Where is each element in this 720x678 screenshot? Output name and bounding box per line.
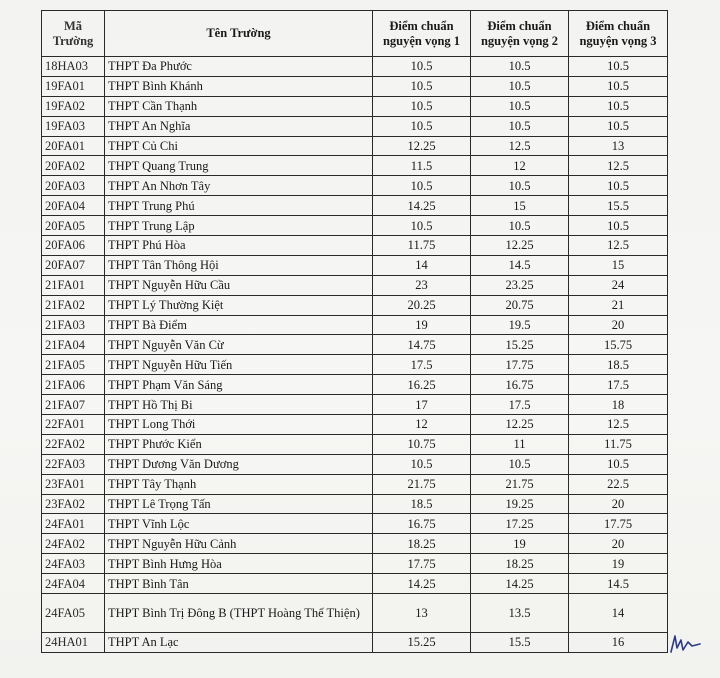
score-nv2-cell: 17.75 [471,355,569,375]
score-nv3-cell: 22.5 [569,474,668,494]
score-nv2-cell: 10.5 [471,96,569,116]
score-nv3-cell: 10.5 [569,96,668,116]
score-nv1-cell: 17.75 [373,554,471,574]
school-code-cell: 22FA01 [42,415,105,435]
school-name-cell: THPT Củ Chi [105,136,373,156]
score-nv3-cell: 12.5 [569,415,668,435]
score-nv2-cell: 15.5 [471,633,569,653]
school-name-cell: THPT Bình Khánh [105,76,373,96]
score-nv1-cell: 20.25 [373,295,471,315]
score-nv3-cell: 18.5 [569,355,668,375]
table-row [42,295,668,315]
school-code-cell: 22FA03 [42,454,105,474]
table-row [42,355,668,375]
score-nv1-cell: 10.5 [373,454,471,474]
school-code-cell: 19FA03 [42,116,105,136]
school-code-cell: 21FA04 [42,335,105,355]
score-nv1-cell: 11.5 [373,156,471,176]
score-nv3-cell: 15 [569,255,668,275]
score-nv2-cell: 10.5 [471,216,569,236]
admission-scores-table [41,10,668,653]
score-nv1-cell: 12.25 [373,136,471,156]
score-nv1-cell: 17 [373,395,471,415]
header-school-code: Mã Trường [42,11,105,57]
score-nv3-cell: 14 [569,594,668,633]
school-code-cell: 24FA05 [42,594,105,633]
score-nv1-cell: 10.5 [373,57,471,77]
score-nv1-cell: 14.75 [373,335,471,355]
table-row [42,156,668,176]
score-nv3-cell: 10.5 [569,57,668,77]
score-nv2-cell: 15.25 [471,335,569,355]
score-nv3-cell: 24 [569,275,668,295]
school-name-cell: THPT Lê Trọng Tấn [105,494,373,514]
score-nv1-cell: 18.5 [373,494,471,514]
score-nv2-cell: 10.5 [471,57,569,77]
header-school-name: Tên Trường [105,11,373,57]
score-nv1-cell: 10.5 [373,216,471,236]
score-nv1-cell: 14 [373,255,471,275]
score-nv3-cell: 12.5 [569,156,668,176]
school-code-cell: 21FA02 [42,295,105,315]
school-name-cell: THPT An Nhơn Tây [105,176,373,196]
school-name-cell: THPT An Nghĩa [105,116,373,136]
table-row [42,335,668,355]
school-code-cell: 22FA02 [42,434,105,454]
table-row [42,594,668,633]
signature-mark [668,630,704,656]
table-row [42,434,668,454]
score-nv2-cell: 12.25 [471,415,569,435]
score-nv2-cell: 11 [471,434,569,454]
school-code-cell: 20FA01 [42,136,105,156]
table-row [42,474,668,494]
score-nv1-cell: 10.5 [373,96,471,116]
school-code-cell: 21FA07 [42,395,105,415]
table-row [42,176,668,196]
school-code-cell: 20FA06 [42,236,105,256]
school-code-cell: 21FA05 [42,355,105,375]
score-nv3-cell: 16 [569,633,668,653]
table-row [42,375,668,395]
score-nv1-cell: 10.75 [373,434,471,454]
header-score-nv3: Điểm chuẩn nguyện vọng 3 [569,11,668,57]
school-name-cell: THPT Bình Trị Đông B (THPT Hoàng Thế Thiện) [105,594,373,633]
school-name-cell: THPT Trung Lập [105,216,373,236]
score-nv2-cell: 20.75 [471,295,569,315]
school-name-cell: THPT Lý Thường Kiệt [105,295,373,315]
score-nv1-cell: 14.25 [373,196,471,216]
score-nv1-cell: 10.5 [373,116,471,136]
score-nv3-cell: 21 [569,295,668,315]
school-code-cell: 20FA02 [42,156,105,176]
table-row [42,454,668,474]
score-nv1-cell: 13 [373,594,471,633]
score-nv2-cell: 10.5 [471,454,569,474]
school-code-cell: 18HA03 [42,57,105,77]
score-nv1-cell: 12 [373,415,471,435]
score-nv2-cell: 16.75 [471,375,569,395]
school-name-cell: THPT Trung Phú [105,196,373,216]
score-nv3-cell: 17.5 [569,375,668,395]
score-nv1-cell: 21.75 [373,474,471,494]
score-nv2-cell: 19.25 [471,494,569,514]
school-code-cell: 24FA04 [42,574,105,594]
score-nv2-cell: 10.5 [471,176,569,196]
school-code-cell: 20FA07 [42,255,105,275]
score-nv3-cell: 11.75 [569,434,668,454]
school-name-cell: THPT Nguyễn Hữu Cầu [105,275,373,295]
score-nv1-cell: 10.5 [373,76,471,96]
table-row [42,315,668,335]
score-nv1-cell: 18.25 [373,534,471,554]
score-nv2-cell: 17.5 [471,395,569,415]
score-nv2-cell: 18.25 [471,554,569,574]
score-nv1-cell: 14.25 [373,574,471,594]
score-nv2-cell: 10.5 [471,116,569,136]
school-name-cell: THPT Phước Kiển [105,434,373,454]
table-row [42,57,668,77]
school-code-cell: 23FA02 [42,494,105,514]
score-nv1-cell: 17.5 [373,355,471,375]
table-row [42,136,668,156]
score-nv3-cell: 10.5 [569,116,668,136]
score-nv3-cell: 19 [569,554,668,574]
score-nv2-cell: 12 [471,156,569,176]
score-nv1-cell: 16.25 [373,375,471,395]
table-row [42,534,668,554]
score-nv3-cell: 15.5 [569,196,668,216]
score-nv2-cell: 23.25 [471,275,569,295]
score-nv3-cell: 15.75 [569,335,668,355]
score-nv3-cell: 17.75 [569,514,668,534]
header-score-nv2: Điểm chuẩn nguyện vọng 2 [471,11,569,57]
header-score-nv1: Điểm chuẩn nguyện vọng 1 [373,11,471,57]
score-nv1-cell: 23 [373,275,471,295]
score-nv1-cell: 10.5 [373,176,471,196]
school-name-cell: THPT Nguyễn Văn Cừ [105,335,373,355]
table-row [42,554,668,574]
table-row [42,395,668,415]
school-name-cell: THPT Hồ Thị Bi [105,395,373,415]
score-nv3-cell: 13 [569,136,668,156]
score-nv2-cell: 15 [471,196,569,216]
school-code-cell: 20FA04 [42,196,105,216]
score-nv3-cell: 20 [569,315,668,335]
score-nv3-cell: 10.5 [569,454,668,474]
table-row [42,216,668,236]
table-row [42,116,668,136]
school-code-cell: 21FA01 [42,275,105,295]
school-name-cell: THPT Phú Hòa [105,236,373,256]
school-name-cell: THPT Quang Trung [105,156,373,176]
school-code-cell: 24HA01 [42,633,105,653]
school-name-cell: THPT Dương Văn Dương [105,454,373,474]
school-name-cell: THPT Long Thới [105,415,373,435]
score-nv3-cell: 12.5 [569,236,668,256]
school-name-cell: THPT Cần Thạnh [105,96,373,116]
school-code-cell: 23FA01 [42,474,105,494]
school-code-cell: 24FA03 [42,554,105,574]
table-header-row [42,11,668,57]
table-row [42,574,668,594]
school-code-cell: 21FA06 [42,375,105,395]
school-code-cell: 19FA02 [42,96,105,116]
school-name-cell: THPT Bình Hưng Hòa [105,554,373,574]
school-name-cell: THPT Tây Thạnh [105,474,373,494]
score-nv3-cell: 20 [569,494,668,514]
table-row [42,255,668,275]
score-nv2-cell: 19.5 [471,315,569,335]
table-row [42,514,668,534]
table-row [42,196,668,216]
score-nv3-cell: 10.5 [569,216,668,236]
score-nv2-cell: 13.5 [471,594,569,633]
school-name-cell: THPT Vĩnh Lộc [105,514,373,534]
school-code-cell: 24FA01 [42,514,105,534]
score-nv2-cell: 14.25 [471,574,569,594]
table-row [42,494,668,514]
table-body [42,57,668,653]
school-name-cell: THPT Nguyễn Hữu Tiến [105,355,373,375]
school-code-cell: 20FA05 [42,216,105,236]
school-name-cell: THPT Đa Phước [105,57,373,77]
school-name-cell: THPT Bình Tân [105,574,373,594]
score-nv2-cell: 21.75 [471,474,569,494]
score-nv1-cell: 16.75 [373,514,471,534]
school-name-cell: THPT Bà Điểm [105,315,373,335]
school-code-cell: 24FA02 [42,534,105,554]
score-nv2-cell: 12.25 [471,236,569,256]
score-nv2-cell: 19 [471,534,569,554]
score-nv1-cell: 11.75 [373,236,471,256]
school-code-cell: 19FA01 [42,76,105,96]
score-nv3-cell: 20 [569,534,668,554]
score-nv2-cell: 12.5 [471,136,569,156]
table-row [42,96,668,116]
table-row [42,236,668,256]
table-row [42,275,668,295]
score-nv2-cell: 14.5 [471,255,569,275]
score-nv2-cell: 17.25 [471,514,569,534]
school-name-cell: THPT Tân Thông Hội [105,255,373,275]
school-name-cell: THPT An Lạc [105,633,373,653]
score-nv3-cell: 10.5 [569,76,668,96]
school-code-cell: 21FA03 [42,315,105,335]
table-row [42,76,668,96]
school-code-cell: 20FA03 [42,176,105,196]
school-name-cell: THPT Nguyễn Hữu Cảnh [105,534,373,554]
score-nv3-cell: 10.5 [569,176,668,196]
school-name-cell: THPT Phạm Văn Sáng [105,375,373,395]
score-nv2-cell: 10.5 [471,76,569,96]
score-nv1-cell: 19 [373,315,471,335]
table-row [42,633,668,653]
score-nv1-cell: 15.25 [373,633,471,653]
score-nv3-cell: 18 [569,395,668,415]
table-row [42,415,668,435]
score-nv3-cell: 14.5 [569,574,668,594]
